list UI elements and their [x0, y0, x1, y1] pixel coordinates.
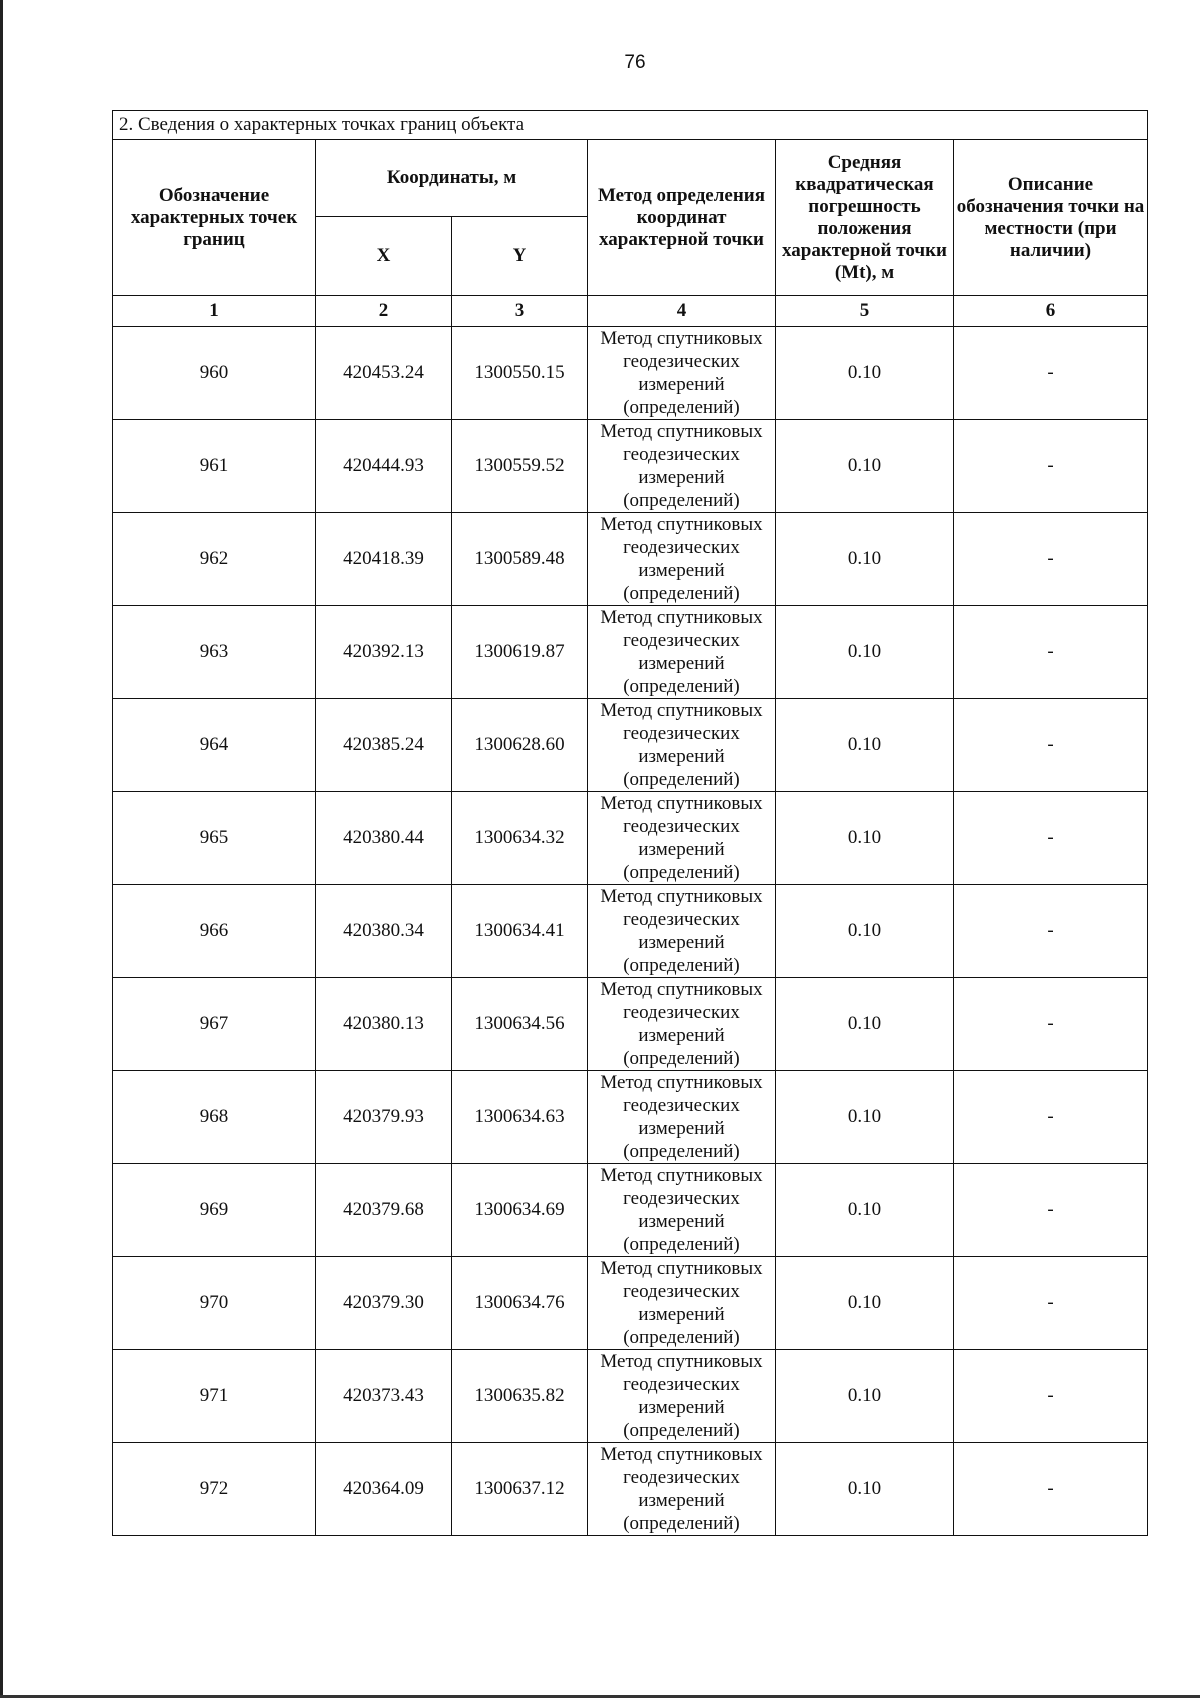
error-cell: 0.10: [776, 792, 954, 885]
x-coordinate-cell: 420379.68: [316, 1164, 452, 1257]
y-coordinate-cell: 1300634.56: [452, 978, 588, 1071]
error-cell: 0.10: [776, 978, 954, 1071]
y-coordinate-cell: 1300628.60: [452, 699, 588, 792]
x-coordinate-cell: 420380.34: [316, 885, 452, 978]
header-y: Y: [452, 217, 588, 296]
column-number-3: 3: [452, 296, 588, 327]
boundary-points-table: [112, 110, 1148, 1536]
point-id-cell: 961: [113, 420, 316, 513]
section-title: 2. Сведения о характерных точках границ объекта: [113, 111, 1148, 140]
description-cell: -: [954, 1443, 1148, 1536]
method-cell: Метод спутниковых геодезических измерений (определений): [588, 792, 776, 885]
point-id-cell: 963: [113, 606, 316, 699]
page-left-edge: [0, 0, 3, 1698]
column-number-1: 1: [113, 296, 316, 327]
error-cell: 0.10: [776, 327, 954, 420]
error-cell: 0.10: [776, 1443, 954, 1536]
error-cell: 0.10: [776, 1350, 954, 1443]
y-coordinate-cell: 1300619.87: [452, 606, 588, 699]
table-row: [113, 699, 1148, 792]
point-id-cell: 964: [113, 699, 316, 792]
table-row: [113, 1164, 1148, 1257]
point-id-cell: 971: [113, 1350, 316, 1443]
method-cell: Метод спутниковых геодезических измерений (определений): [588, 1443, 776, 1536]
x-coordinate-cell: 420444.93: [316, 420, 452, 513]
method-cell: Метод спутниковых геодезических измерений (определений): [588, 1350, 776, 1443]
method-cell: Метод спутниковых геодезических измерений (определений): [588, 420, 776, 513]
description-cell: -: [954, 885, 1148, 978]
y-coordinate-cell: 1300550.15: [452, 327, 588, 420]
error-cell: 0.10: [776, 699, 954, 792]
table-row: [113, 606, 1148, 699]
column-number-5: 5: [776, 296, 954, 327]
column-number-2: 2: [316, 296, 452, 327]
point-id-cell: 960: [113, 327, 316, 420]
y-coordinate-cell: 1300635.82: [452, 1350, 588, 1443]
y-coordinate-cell: 1300634.41: [452, 885, 588, 978]
description-cell: -: [954, 1350, 1148, 1443]
error-cell: 0.10: [776, 420, 954, 513]
method-cell: Метод спутниковых геодезических измерений (определений): [588, 327, 776, 420]
header-designation: Обозначение характерных точек границ: [113, 140, 316, 296]
table-row: [113, 1071, 1148, 1164]
table-row: [113, 1257, 1148, 1350]
method-cell: Метод спутниковых геодезических измерений (определений): [588, 978, 776, 1071]
description-cell: -: [954, 792, 1148, 885]
point-id-cell: 968: [113, 1071, 316, 1164]
point-id-cell: 969: [113, 1164, 316, 1257]
error-cell: 0.10: [776, 1164, 954, 1257]
method-cell: Метод спутниковых геодезических измерений (определений): [588, 513, 776, 606]
y-coordinate-cell: 1300634.76: [452, 1257, 588, 1350]
description-cell: -: [954, 513, 1148, 606]
header-error: Средняя квадратическая погрешность положения характерной точки (Mt), м: [776, 140, 954, 296]
y-coordinate-cell: 1300634.69: [452, 1164, 588, 1257]
point-id-cell: 972: [113, 1443, 316, 1536]
description-cell: -: [954, 699, 1148, 792]
column-number-6: 6: [954, 296, 1148, 327]
description-cell: -: [954, 1257, 1148, 1350]
error-cell: 0.10: [776, 606, 954, 699]
table-row: [113, 885, 1148, 978]
point-id-cell: 967: [113, 978, 316, 1071]
method-cell: Метод спутниковых геодезических измерений (определений): [588, 699, 776, 792]
error-cell: 0.10: [776, 1071, 954, 1164]
error-cell: 0.10: [776, 513, 954, 606]
page-number: 76: [624, 52, 646, 73]
description-cell: -: [954, 606, 1148, 699]
x-coordinate-cell: 420380.44: [316, 792, 452, 885]
header-description: Описание обозначения точки на местности (при наличии): [954, 140, 1148, 296]
header-coordinates: Координаты, м: [316, 140, 588, 217]
method-cell: Метод спутниковых геодезических измерений (определений): [588, 1071, 776, 1164]
y-coordinate-cell: 1300589.48: [452, 513, 588, 606]
x-coordinate-cell: 420364.09: [316, 1443, 452, 1536]
header-x: X: [316, 217, 452, 296]
table-body: [113, 327, 1148, 1536]
x-coordinate-cell: 420380.13: [316, 978, 452, 1071]
x-coordinate-cell: 420453.24: [316, 327, 452, 420]
x-coordinate-cell: 420418.39: [316, 513, 452, 606]
y-coordinate-cell: 1300637.12: [452, 1443, 588, 1536]
error-cell: 0.10: [776, 885, 954, 978]
table-row: [113, 1443, 1148, 1536]
method-cell: Метод спутниковых геодезических измерений (определений): [588, 1257, 776, 1350]
x-coordinate-cell: 420379.30: [316, 1257, 452, 1350]
y-coordinate-cell: 1300634.32: [452, 792, 588, 885]
x-coordinate-cell: 420373.43: [316, 1350, 452, 1443]
table-row: [113, 513, 1148, 606]
error-cell: 0.10: [776, 1257, 954, 1350]
table-row: [113, 978, 1148, 1071]
point-id-cell: 965: [113, 792, 316, 885]
description-cell: -: [954, 1164, 1148, 1257]
table-row: [113, 327, 1148, 420]
table-row: [113, 1350, 1148, 1443]
point-id-cell: 966: [113, 885, 316, 978]
method-cell: Метод спутниковых геодезических измерений (определений): [588, 606, 776, 699]
header-method: Метод определения координат характерной точки: [588, 140, 776, 296]
method-cell: Метод спутниковых геодезических измерений (определений): [588, 1164, 776, 1257]
point-id-cell: 962: [113, 513, 316, 606]
x-coordinate-cell: 420392.13: [316, 606, 452, 699]
y-coordinate-cell: 1300559.52: [452, 420, 588, 513]
y-coordinate-cell: 1300634.63: [452, 1071, 588, 1164]
column-number-4: 4: [588, 296, 776, 327]
x-coordinate-cell: 420385.24: [316, 699, 452, 792]
point-id-cell: 970: [113, 1257, 316, 1350]
table-row: [113, 792, 1148, 885]
description-cell: -: [954, 1071, 1148, 1164]
description-cell: -: [954, 327, 1148, 420]
x-coordinate-cell: 420379.93: [316, 1071, 452, 1164]
table-row: [113, 420, 1148, 513]
description-cell: -: [954, 420, 1148, 513]
description-cell: -: [954, 978, 1148, 1071]
method-cell: Метод спутниковых геодезических измерений (определений): [588, 885, 776, 978]
